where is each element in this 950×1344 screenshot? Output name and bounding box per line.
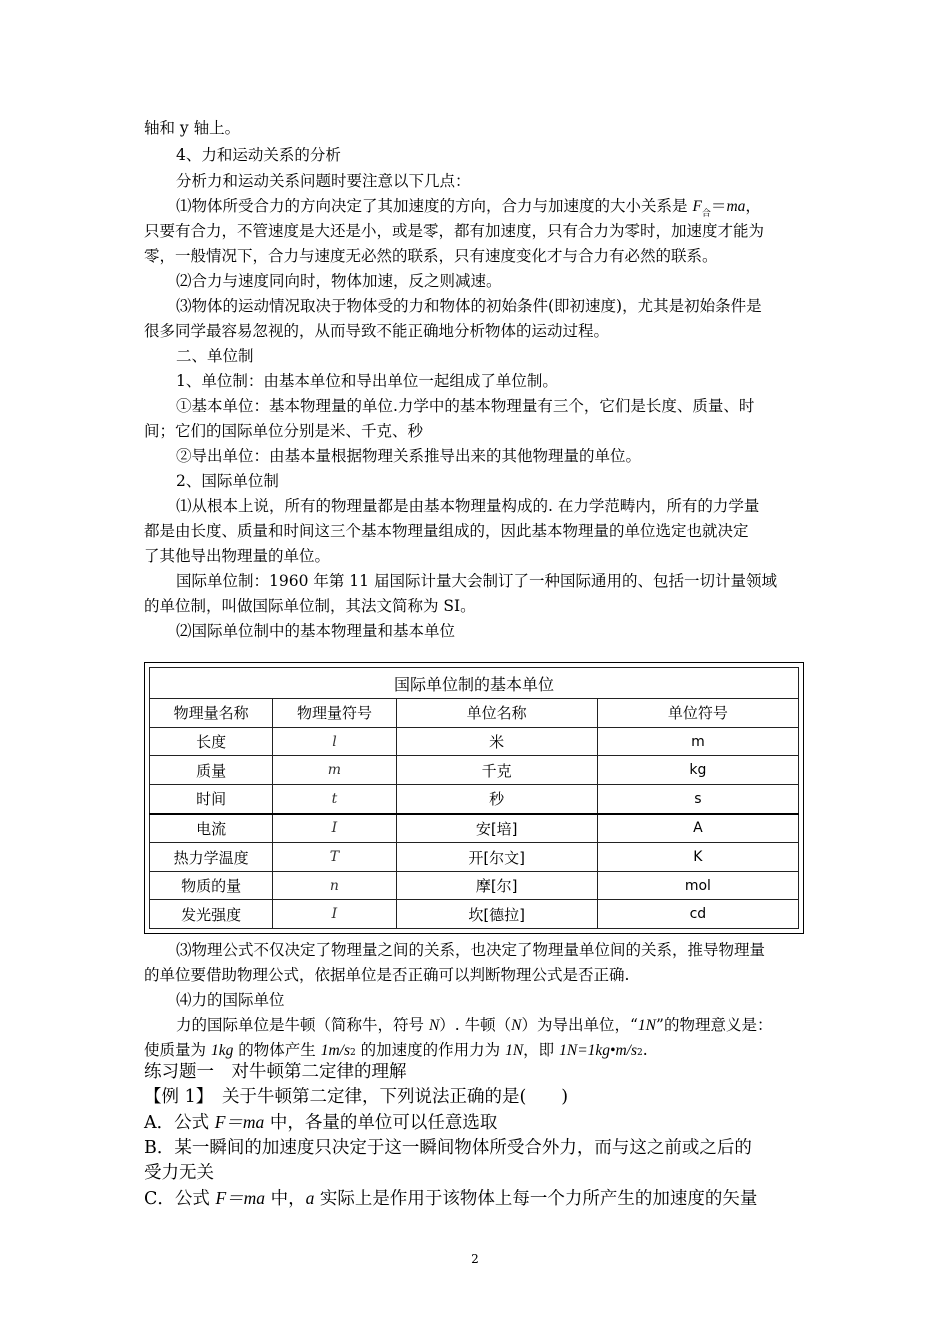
table-cell: T <box>273 843 396 872</box>
page-number: 2 <box>471 1252 479 1266</box>
table-cell: cd <box>597 900 798 929</box>
table-cell: 时间 <box>150 784 273 813</box>
table-cell: 电流 <box>150 814 273 843</box>
text-line: ⑶物理公式不仅决定了物理量之间的关系，也决定了物理量单位间的关系，推导物理量 <box>176 941 766 959</box>
table-row <box>150 843 799 872</box>
text-line: 很多同学最容易忽视的，从而导致不能正确地分析物体的运动过程。 <box>144 322 610 340</box>
text-line: 使质量为 1kg 的物体产生 1m/s2 的加速度的作用力为 1N，即 1N=1kg•m/s2. <box>144 1041 648 1059</box>
text-line: 国际单位制：1960 年第 11 届国际计量大会制订了一种国际通用的、包括一切计量领域 <box>176 572 777 590</box>
table-cell: 长度 <box>150 727 273 756</box>
table-header: 物理量名称 <box>150 699 273 728</box>
table-cell: 安[培] <box>396 814 597 843</box>
text-line: ①基本单位：基本物理量的单位.力学中的基本物理量有三个，它们是长度、质量、时 <box>176 397 755 415</box>
table-cell: K <box>597 843 798 872</box>
si-base-units-table <box>144 662 804 934</box>
table-cell: n <box>273 871 396 900</box>
table-row <box>150 871 799 900</box>
table-cell: 热力学温度 <box>150 843 273 872</box>
table-cell: 秒 <box>396 784 597 813</box>
section-heading: 二、单位制 <box>176 347 254 365</box>
table-cell: kg <box>597 756 798 785</box>
example-question: 【例 1】 关于牛顿第二定律，下列说法正确的是( ) <box>144 1087 569 1107</box>
table-header: 单位名称 <box>396 699 597 728</box>
text-line: ⑴从根本上说，所有的物理量都是由基本物理量构成的. 在力学范畴内，所有的力学量 <box>176 497 760 515</box>
table-cell: 物质的量 <box>150 871 273 900</box>
table-cell: s <box>597 784 798 813</box>
table-row <box>150 900 799 929</box>
table-cell: 质量 <box>150 756 273 785</box>
table-cell: m <box>273 756 396 785</box>
text-line: ⑶物体的运动情况取决于物体受的力和物体的初始条件(即初速度)，尤其是初始条件是 <box>176 297 762 315</box>
table-cell: 摩[尔] <box>396 871 597 900</box>
text-line: 零，一般情况下，合力与速度无必然的联系，只有速度变化才与合力有必然的联系。 <box>144 247 718 265</box>
text-line: 轴和 y 轴上。 <box>144 119 241 137</box>
table-header: 单位符号 <box>597 699 798 728</box>
table-cell: A <box>597 814 798 843</box>
text-line: ⑷力的国际单位 <box>176 991 285 1009</box>
exercise-heading: 练习题一 对牛顿第二定律的理解 <box>144 1062 407 1082</box>
table-cell: 坎[德拉] <box>396 900 597 929</box>
option-b: B．某一瞬间的加速度只决定于这一瞬间物体所受合外力，而与这之前或之后的 <box>144 1138 752 1158</box>
text-line: 间；它们的国际单位分别是米、千克、秒 <box>144 422 424 440</box>
table-cell: l <box>273 727 396 756</box>
table-cell: 千克 <box>396 756 597 785</box>
text-line: 了其他导出物理量的单位。 <box>144 547 331 565</box>
text-line: 1、单位制：由基本单位和导出单位一起组成了单位制。 <box>176 372 558 390</box>
table-cell: m <box>597 727 798 756</box>
table-cell: t <box>273 784 396 813</box>
table-row <box>150 784 799 813</box>
table-cell: I <box>273 900 396 929</box>
text-line: 分析力和运动关系问题时要注意以下几点： <box>176 172 471 190</box>
text-line: ⑴物体所受合力的方向决定了其加速度的方向，合力与加速度的大小关系是 $F_合=ma$， <box>176 197 761 219</box>
table-caption: 国际单位制的基本单位 <box>150 668 799 699</box>
table-row <box>150 756 799 785</box>
section-heading: 2、国际单位制 <box>176 472 279 490</box>
table-cell: I <box>273 814 396 843</box>
table-header: 物理量符号 <box>273 699 396 728</box>
option-a: A．公式 F＝ma 中，各量的单位可以任意选取 <box>144 1112 498 1133</box>
text-line: ②导出单位：由基本量根据物理关系推导出来的其他物理量的单位。 <box>176 447 642 465</box>
text-line: 只要有合力，不管速度是大还是小，或是零，都有加速度，只有合力为零时，加速度才能为 <box>144 222 765 240</box>
text-line: 都是由长度、质量和时间这三个基本物理量组成的，因此基本物理量的单位选定也就决定 <box>144 522 749 540</box>
table-cell: 开[尔文] <box>396 843 597 872</box>
text-line: 的单位要借助物理公式，依据单位是否正确可以判断物理公式是否正确. <box>144 966 630 984</box>
section-heading: 4、力和运动关系的分析 <box>176 146 341 164</box>
table-row <box>150 814 799 843</box>
text-line: ⑵合力与速度同向时，物体加速，反之则减速。 <box>176 272 502 290</box>
table-cell: 米 <box>396 727 597 756</box>
option-c: C．公式 F＝ma 中，a 实际上是作用于该物体上每一个力所产生的加速度的矢量 <box>144 1188 758 1209</box>
text-line: 力的国际单位是牛顿（简称牛，符号 N）. 牛顿（N）为导出单位，“1N”的物理意义是： <box>176 1016 773 1034</box>
table-cell: mol <box>597 871 798 900</box>
option-b-cont: 受力无关 <box>144 1163 214 1183</box>
text-line: ⑵国际单位制中的基本物理量和基本单位 <box>176 622 456 640</box>
table-cell: 发光强度 <box>150 900 273 929</box>
text-line: 的单位制，叫做国际单位制，其法文简称为 SI。 <box>144 597 476 615</box>
table-row <box>150 727 799 756</box>
